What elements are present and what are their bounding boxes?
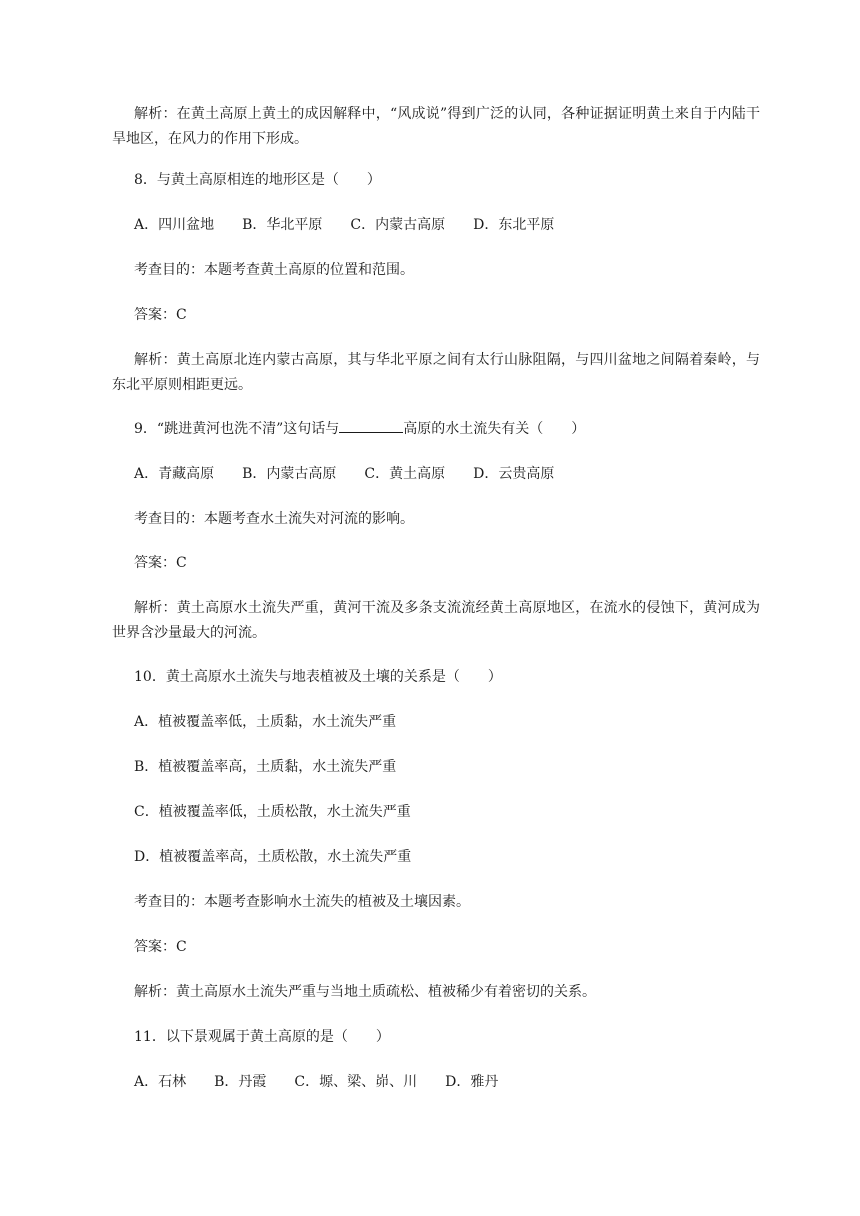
q8-options: A．四川盆地 B．华北平原 C．内蒙古高原 D．东北平原 [134, 217, 555, 233]
q9-answer: 答案：C [134, 555, 187, 571]
q10-option-d: D．植被覆盖率高，土质松散，水土流失严重 [134, 849, 412, 865]
q9-stem [134, 417, 585, 442]
q10-analysis: 解析：黄土高原水土流失严重与当地土质疏松、植被稀少有着密切的关系。 [134, 984, 596, 1000]
q9-blank [339, 418, 403, 433]
q10-purpose: 考查目的：本题考查影响水土流失的植被及土壤因素。 [134, 894, 470, 910]
q8-stem: 8．与黄土高原相连的地形区是（ ） [134, 172, 381, 188]
q10-option-b: B．植被覆盖率高，土质黏，水土流失严重 [134, 759, 397, 775]
q10-option-c: C．植被覆盖率低，土质松散，水土流失严重 [134, 804, 411, 820]
q9-options: A．青藏高原 B．内蒙古高原 C．黄土高原 D．云贵高原 [134, 466, 555, 482]
q10-answer: 答案：C [134, 939, 187, 955]
q11-options: A．石林 B．丹霞 C．塬、梁、峁、川 D．雅丹 [134, 1074, 499, 1090]
q10-stem: 10．黄土高原水土流失与地表植被及土壤的关系是（ ） [134, 669, 502, 685]
q9-analysis: 解析：黄土高原水土流失严重，黄河干流及多条支流流经黄土高原地区，在流水的侵蚀下，黄河成为世界含沙量最大的河流。 [112, 600, 760, 641]
q8-analysis: 解析：黄土高原北连内蒙古高原，其与华北平原之间有太行山脉阻隔，与四川盆地之间隔着秦岭，与东北平原则相距更远。 [112, 352, 760, 393]
q8-answer: 答案：C [134, 307, 187, 323]
q7-analysis: 解析：在黄土高原上黄土的成因解释中，“风成说”得到广泛的认同，各种证据证明黄土来自于内陆干旱地区，在风力的作用下形成。 [112, 106, 760, 147]
q11-stem: 11．以下景观属于黄土高原的是（ ） [134, 1029, 390, 1045]
q9-purpose: 考查目的：本题考查水土流失对河流的影响。 [134, 511, 414, 527]
q9-stem-before: 9．“跳进黄河也洗不清”这句话与 [134, 421, 340, 437]
q9-stem-after: 高原的水土流失有关（ ） [403, 421, 586, 437]
q8-purpose: 考查目的：本题考查黄土高原的位置和范围。 [134, 262, 414, 278]
q10-option-a: A．植被覆盖率低，土质黏，水土流失严重 [134, 714, 397, 730]
